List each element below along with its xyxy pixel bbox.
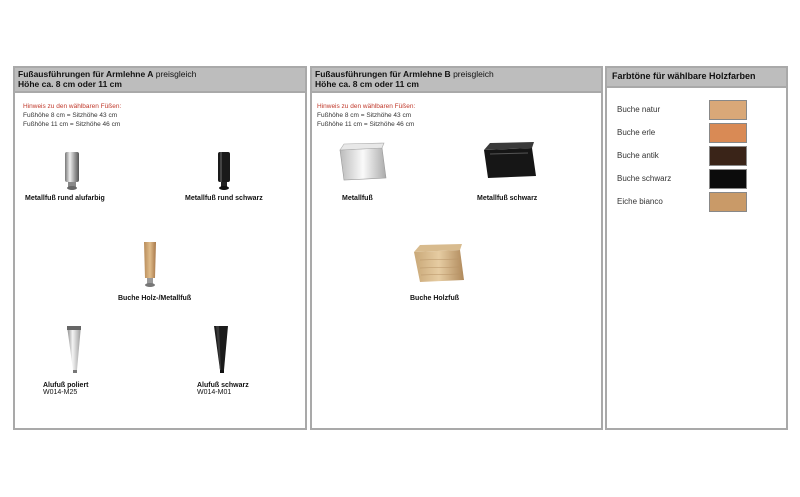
foot-label: Metallfuß rund alufarbig xyxy=(25,195,105,202)
panel-a-header xyxy=(15,68,305,93)
panel-b-title-note: preisgleich xyxy=(453,69,494,79)
foot-label: Metallfuß rund schwarz xyxy=(185,195,263,202)
color-swatch xyxy=(709,100,747,120)
panel-b-hint xyxy=(317,102,415,129)
color-swatch xyxy=(709,146,747,166)
foot-alu-black-image xyxy=(212,326,230,379)
hint-line: Fußhöhe 8 cm = Sitzhöhe 43 cm xyxy=(23,112,118,119)
hint-title: Hinweis zu den wählbaren Füßen: xyxy=(317,103,416,110)
panel-armlehne-a xyxy=(13,66,307,430)
foot-metal-block-black-image xyxy=(482,140,538,187)
foot-label: Buche Holzfuß xyxy=(410,295,459,302)
panel-a-title-note: preisgleich xyxy=(155,69,197,79)
panel-c-title: Farbtöne für wählbare Holzfarben xyxy=(607,68,786,88)
panel-a-title: Fußausführungen für Armlehne A xyxy=(18,69,154,79)
color-swatch xyxy=(709,192,747,212)
foot-label-text: Alufuß schwarz xyxy=(197,382,249,389)
swatch-label: Buche antik xyxy=(617,151,659,160)
hint-title: Hinweis zu den wählbaren Füßen: xyxy=(23,103,122,110)
swatch-label: Buche erle xyxy=(617,128,656,137)
foot-metal-block-image xyxy=(338,142,388,189)
swatch-label: Eiche bianco xyxy=(617,197,663,206)
hint-line: Fußhöhe 8 cm = Sitzhöhe 43 cm xyxy=(317,112,412,119)
foot-beech-wood-block-image xyxy=(412,242,466,291)
foot-code: W014-M25 xyxy=(43,389,78,396)
hint-line: Fußhöhe 11 cm = Sitzhöhe 46 cm xyxy=(23,121,121,128)
foot-code: W014-M01 xyxy=(197,389,232,396)
panel-b-title: Fußausführungen für Armlehne B xyxy=(315,69,451,79)
foot-metal-round-black-image xyxy=(215,152,233,195)
foot-label-text: Alufuß poliert xyxy=(43,382,89,389)
panel-a-hint xyxy=(23,102,121,129)
panel-holzfarben xyxy=(605,66,788,430)
swatch-label: Buche schwarz xyxy=(617,174,672,183)
foot-label: Metallfuß schwarz xyxy=(477,195,538,202)
foot-beech-wood-metal-image xyxy=(141,242,159,293)
foot-label: Buche Holz-/Metallfuß xyxy=(118,295,192,302)
color-swatch xyxy=(709,123,747,143)
foot-label xyxy=(43,382,89,396)
foot-label: Metallfuß xyxy=(342,195,373,202)
foot-metal-round-alu-image xyxy=(62,152,82,195)
color-swatch xyxy=(709,169,747,189)
foot-label xyxy=(197,382,249,396)
foot-alu-polished-image xyxy=(65,326,83,379)
hint-line: Fußhöhe 11 cm = Sitzhöhe 46 cm xyxy=(317,121,415,128)
panel-b-subtitle: Höhe ca. 8 cm oder 11 cm xyxy=(315,79,419,89)
panel-armlehne-b xyxy=(310,66,603,430)
panel-b-header xyxy=(312,68,601,93)
swatch-label: Buche natur xyxy=(617,105,661,114)
panel-a-subtitle: Höhe ca. 8 cm oder 11 cm xyxy=(18,79,122,89)
